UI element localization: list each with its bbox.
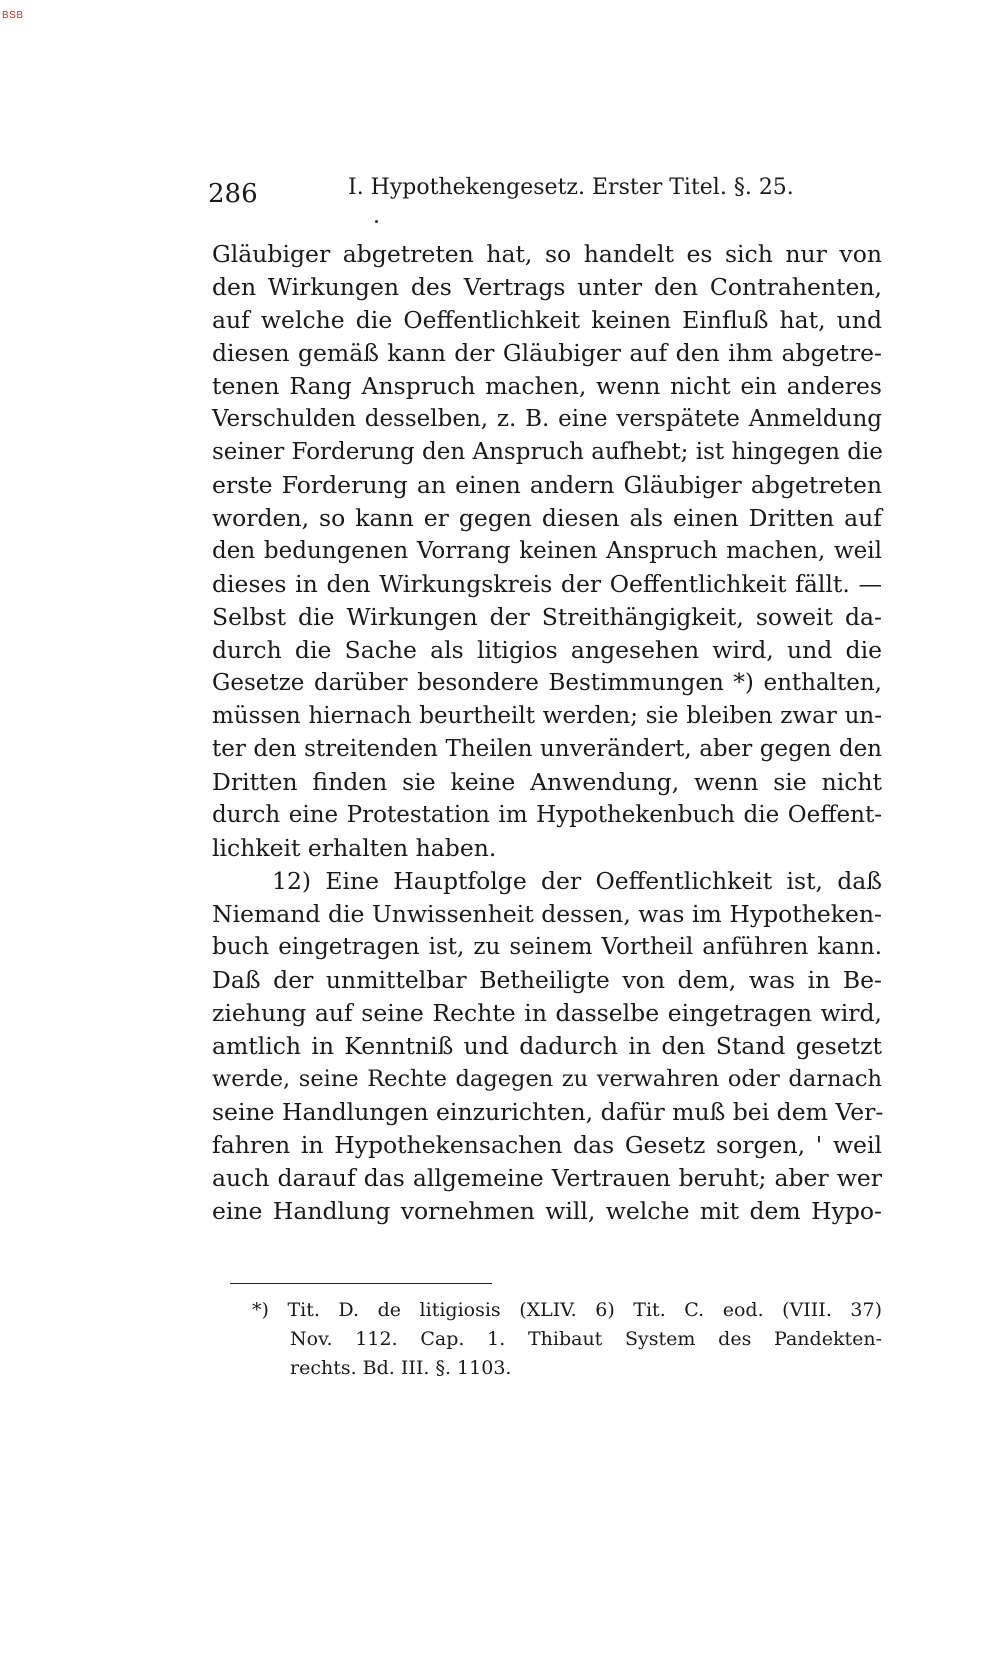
page-number: 286 xyxy=(208,179,258,209)
main-text xyxy=(212,238,882,1228)
text-line: Gesetze darüber besondere Bestimmungen *) enthalten, xyxy=(212,670,882,696)
text-line: Niemand die Unwissenheit dessen, was im Hypotheken- xyxy=(212,900,882,928)
text-line: worden, so kann er gegen diesen als einen Dritten auf xyxy=(212,504,882,532)
text-line: Verschulden desselben, z. B. eine verspätete Anmeldung xyxy=(212,406,882,432)
text-line: ter den streitenden Theilen unverändert, aber gegen den xyxy=(212,736,882,762)
text-line: ziehung auf seine Rechte in dasselbe eingetragen wird, xyxy=(212,999,882,1027)
text-line: seiner Forderung den Anspruch aufhebt; ist hingegen die xyxy=(212,439,883,465)
footnotes xyxy=(252,1296,882,1383)
running-title: I. Hypothekengesetz. Erster Titel. §. 25. xyxy=(348,175,794,200)
footnote-line: Nov. 112. Cap. 1. Thibaut System des Pandekten- xyxy=(290,1328,882,1350)
footnote-line: rechts. Bd. III. §. 1103. xyxy=(290,1357,512,1379)
text-line: den bedungenen Vorrang keinen Anspruch machen, weil xyxy=(212,538,882,564)
text-line: durch eine Protestation im Hypothekenbuch die Oeffent- xyxy=(212,802,882,828)
paragraph-start-line: 12) Eine Hauptfolge der Oeffentlichkeit ist, daß xyxy=(272,867,882,895)
text-line: diesen gemäß kann der Gläubiger auf den ihm abgetre- xyxy=(212,339,882,367)
text-line: fahren in Hypothekensachen das Gesetz sorgen, ' weil xyxy=(212,1131,882,1159)
text-line: Selbst die Wirkungen der Streithängigkeit, soweit da- xyxy=(212,603,882,631)
stray-mark xyxy=(375,220,378,223)
text-line: den Wirkungen des Vertrags unter den Contrahenten, xyxy=(212,273,882,301)
text-line: müssen hiernach beurtheilt werden; sie bleiben zwar un- xyxy=(212,703,882,729)
text-line: Dritten finden sie keine Anwendung, wenn sie nicht xyxy=(212,768,882,796)
text-line: auch darauf das allgemeine Vertrauen beruht; aber wer xyxy=(212,1164,882,1192)
text-line: tenen Rang Anspruch machen, wenn nicht ein anderes xyxy=(212,372,882,400)
text-line: werde, seine Rechte dagegen zu verwahren oder darnach xyxy=(212,1066,882,1092)
text-line: durch die Sache als litigios angesehen wird, und die xyxy=(212,636,882,664)
text-line: erste Forderung an einen andern Gläubiger abgetreten xyxy=(212,471,882,499)
text-line: buch eingetragen ist, zu seinem Vortheil anführen kann. xyxy=(212,934,882,960)
text-line: eine Handlung vornehmen will, welche mit dem Hypo- xyxy=(212,1197,882,1225)
text-line: lichkeit erhalten haben. xyxy=(212,834,497,862)
footnote-divider xyxy=(230,1283,492,1284)
text-line: dieses in den Wirkungskreis der Oeffentlichkeit fällt. — xyxy=(212,570,882,598)
footnote-line: *) Tit. D. de litigiosis (XLIV. 6) Tit. C. eod. (VIII. 37) xyxy=(252,1299,882,1321)
text-line: Gläubiger abgetreten hat, so handelt es sich nur von xyxy=(212,240,882,268)
text-line: seine Handlungen einzurichten, dafür muß bei dem Ver- xyxy=(212,1098,884,1126)
text-line: auf welche die Oeffentlichkeit keinen Einfluß hat, und xyxy=(212,306,882,334)
library-watermark: BSB xyxy=(2,10,24,21)
text-line: Daß der unmittelbar Betheiligte von dem, was in Be- xyxy=(212,966,882,994)
text-line: amtlich in Kenntniß und dadurch in den Stand gesetzt xyxy=(212,1032,882,1060)
